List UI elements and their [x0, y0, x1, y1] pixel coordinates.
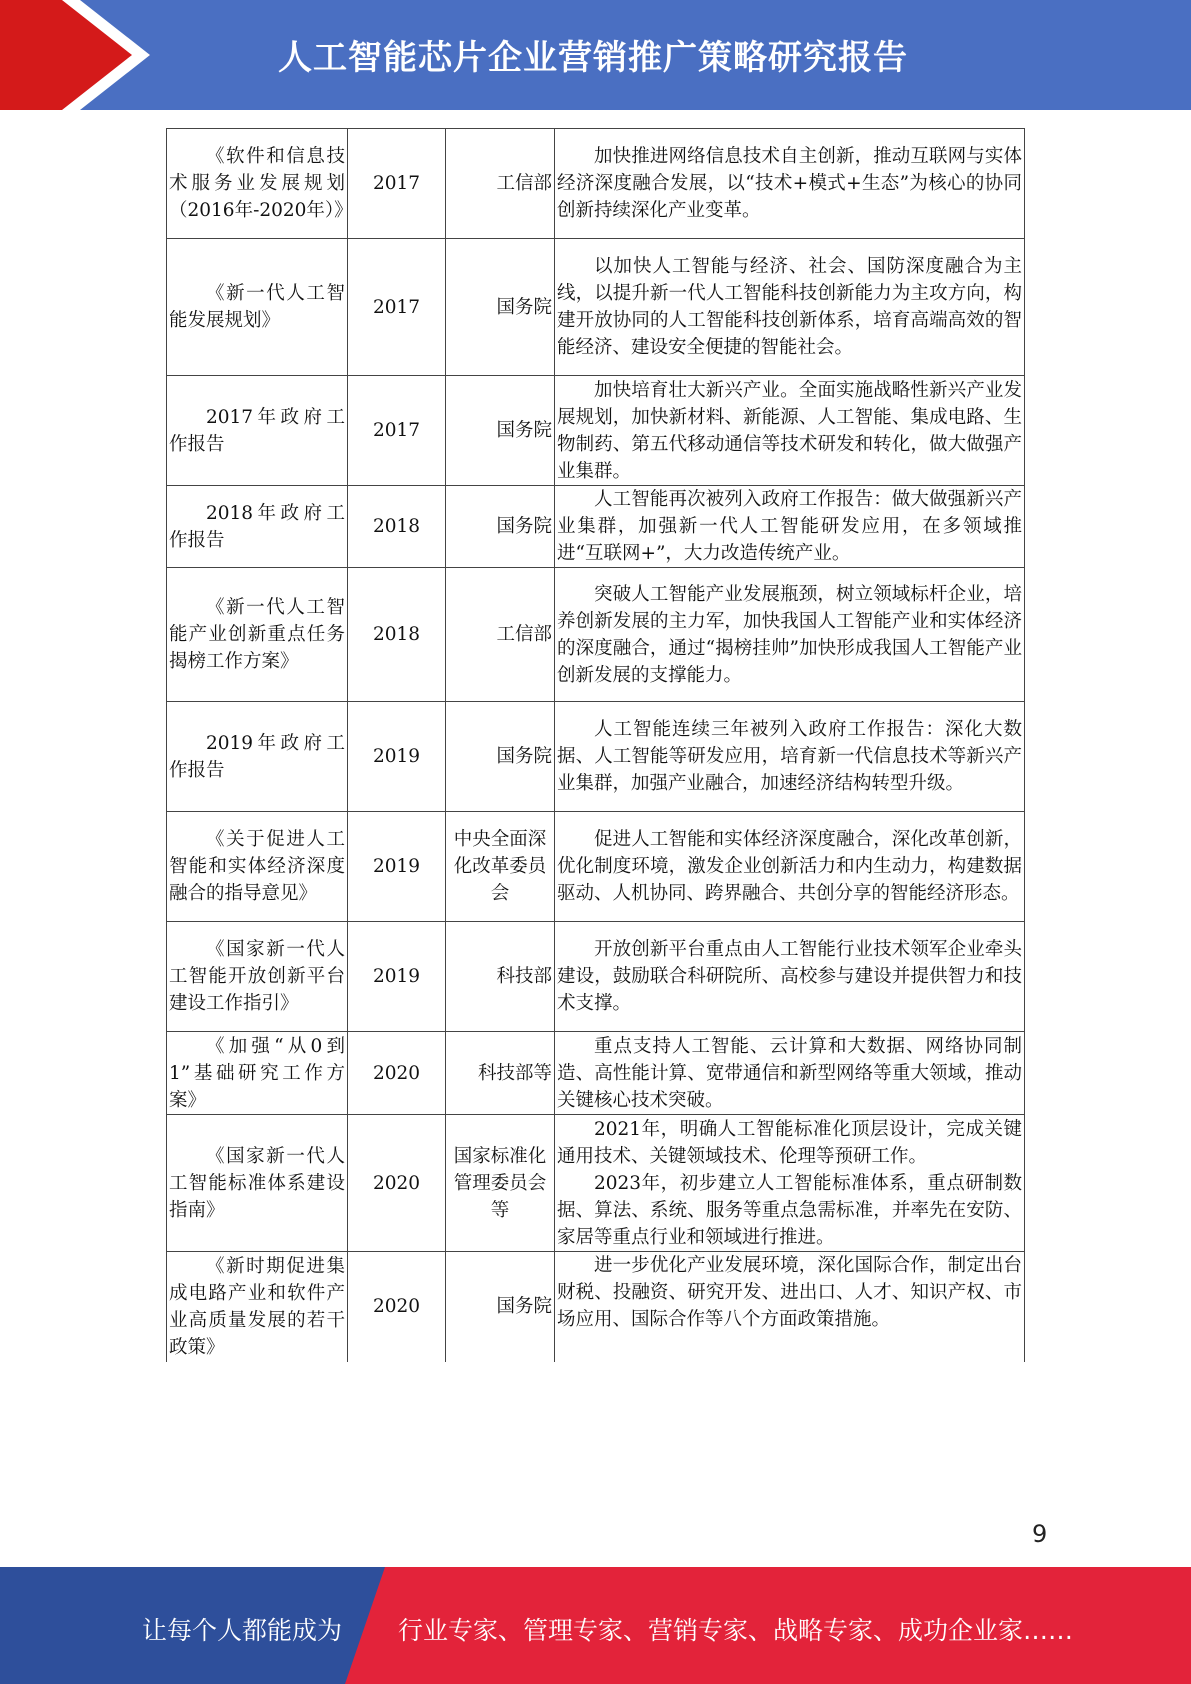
table-row: [167, 486, 1025, 568]
content-paragraph: 加快推进网络信息技术自主创新，推动互联网与实体经济深度融合发展，以“技术+模式+生态”为核心的协同创新持续深化产业变革。: [557, 146, 1022, 221]
policy-content: [555, 1115, 1025, 1252]
policy-content: [555, 1252, 1025, 1362]
policy-dept: 国务院: [446, 702, 555, 812]
table-row: [167, 1115, 1025, 1252]
report-title: 人工智能芯片企业营销推广策略研究报告: [278, 38, 908, 78]
content-paragraph: 2021年，明确人工智能标准化顶层设计，完成关键通用技术、关键领域技术、伦理等预研工作。: [557, 1118, 1022, 1167]
policy-name: 《新一代人工智能发展规划》: [167, 239, 348, 376]
policy-content: [555, 702, 1025, 812]
policy-year: 2020: [348, 1252, 446, 1362]
policy-table: [166, 128, 1025, 1362]
policy-table-container: [166, 128, 1024, 1362]
content-paragraph: 2023年，初步建立人工智能标准体系，重点研制数据、算法、系统、服务等重点急需标准，并率先在安防、家居等重点行业和领域进行推进。: [557, 1172, 1022, 1248]
content-paragraph: 加快培育壮大新兴产业。全面实施战略性新兴产业发展规划，加快新材料、新能源、人工智能、集成电路、生物制药、第五代移动通信等技术研发和转化，做大做强产业集群。: [557, 379, 1022, 482]
policy-year: 2017: [348, 239, 446, 376]
page-footer: [0, 1567, 1191, 1684]
policy-year: 2019: [348, 702, 446, 812]
policy-name: 2018年政府工作报告: [167, 486, 348, 568]
policy-content: [555, 922, 1025, 1032]
policy-dept: 科技部: [446, 922, 555, 1032]
footer-slogan-right: 行业专家、管理专家、营销专家、战略专家、成功企业家……: [398, 1616, 1074, 1645]
table-row: [167, 239, 1025, 376]
policy-year: 2020: [348, 1115, 446, 1252]
table-row: [167, 702, 1025, 812]
policy-dept: 国务院: [446, 1252, 555, 1362]
content-paragraph: 人工智能连续三年被列入政府工作报告：深化大数据、人工智能等研发应用，培育新一代信息技术等新兴产业集群，加强产业融合，加速经济结构转型升级。: [557, 719, 1022, 794]
header-red-arrow: [0, 0, 150, 110]
policy-content: [555, 376, 1025, 486]
content-paragraph: 开放创新平台重点由人工智能行业技术领军企业牵头建设，鼓励联合科研院所、高校参与建设并提供智力和技术支撑。: [557, 939, 1022, 1014]
policy-dept: 科技部等: [446, 1032, 555, 1115]
content-paragraph: 以加快人工智能与经济、社会、国防深度融合为主线，以提升新一代人工智能科技创新能力为主攻方向，构建开放协同的人工智能科技创新体系，培育高端高效的智能经济、建设安全便捷的智能社会。: [557, 256, 1022, 358]
policy-content: [555, 486, 1025, 568]
policy-year: 2019: [348, 922, 446, 1032]
policy-name: 《国家新一代人工智能标准体系建设指南》: [167, 1115, 348, 1252]
policy-name: 《关于促进人工智能和实体经济深度融合的指导意见》: [167, 812, 348, 922]
policy-year: 2017: [348, 376, 446, 486]
policy-year: 2018: [348, 568, 446, 702]
policy-content: [555, 1032, 1025, 1115]
policy-dept: 工信部: [446, 568, 555, 702]
policy-year: 2019: [348, 812, 446, 922]
policy-dept: 国务院: [446, 239, 555, 376]
content-paragraph: 促进人工智能和实体经济深度融合，深化改革创新，优化制度环境，激发企业创新活力和内生动力，构建数据驱动、人机协同、跨界融合、共创分享的智能经济形态。: [557, 829, 1022, 904]
content-paragraph: 突破人工智能产业发展瓶颈，树立领域标杆企业，培养创新发展的主力军，加快我国人工智能产业和实体经济的深度融合，通过“揭榜挂帅”加快形成我国人工智能产业创新发展的支撑能力。: [557, 583, 1022, 686]
content-paragraph: 人工智能再次被列入政府工作报告：做大做强新兴产业集群，加强新一代人工智能研发应用，在多领域推进“互联网+”，大力改造传统产业。: [557, 489, 1022, 564]
content-paragraph: 进一步优化产业发展环境，深化国际合作，制定出台财税、投融资、研究开发、进出口、人才、知识产权、市场应用、国际合作等八个方面政策措施。: [557, 1255, 1022, 1330]
table-row: [167, 812, 1025, 922]
page-header: [0, 0, 1191, 110]
page-number: 9: [1032, 1520, 1048, 1548]
policy-name: 《新时期促进集成电路产业和软件产业高质量发展的若干政策》: [167, 1252, 348, 1362]
policy-name: 《国家新一代人工智能开放创新平台建设工作指引》: [167, 922, 348, 1032]
policy-name: 《新一代人工智能产业创新重点任务揭榜工作方案》: [167, 568, 348, 702]
policy-year: 2018: [348, 486, 446, 568]
policy-content: [555, 239, 1025, 376]
content-paragraph: 重点支持人工智能、云计算和大数据、网络协同制造、高性能计算、宽带通信和新型网络等重大领域，推动关键核心技术突破。: [557, 1035, 1022, 1111]
policy-dept: 国务院: [446, 376, 555, 486]
policy-dept: 国务院: [446, 486, 555, 568]
table-row: [167, 376, 1025, 486]
policy-content: [555, 568, 1025, 702]
table-row: [167, 922, 1025, 1032]
table-row: [167, 129, 1025, 239]
policy-name: 《加强“从0到1”基础研究工作方案》: [167, 1032, 348, 1115]
policy-name: 2019年政府工作报告: [167, 702, 348, 812]
policy-name: 2017年政府工作报告: [167, 376, 348, 486]
policy-content: [555, 129, 1025, 239]
policy-year: 2020: [348, 1032, 446, 1115]
table-row: [167, 1252, 1025, 1362]
table-row: [167, 568, 1025, 702]
policy-name: 《软件和信息技术服务业发展规划（2016年-2020年）》: [167, 129, 348, 239]
policy-dept: 中央全面深化改革委员会: [446, 812, 555, 922]
policy-year: 2017: [348, 129, 446, 239]
table-row: [167, 1032, 1025, 1115]
policy-content: [555, 812, 1025, 922]
policy-dept: 国家标准化管理委员会等: [446, 1115, 555, 1252]
footer-slogan-left: 让每个人都能成为: [142, 1616, 343, 1645]
policy-dept: 工信部: [446, 129, 555, 239]
